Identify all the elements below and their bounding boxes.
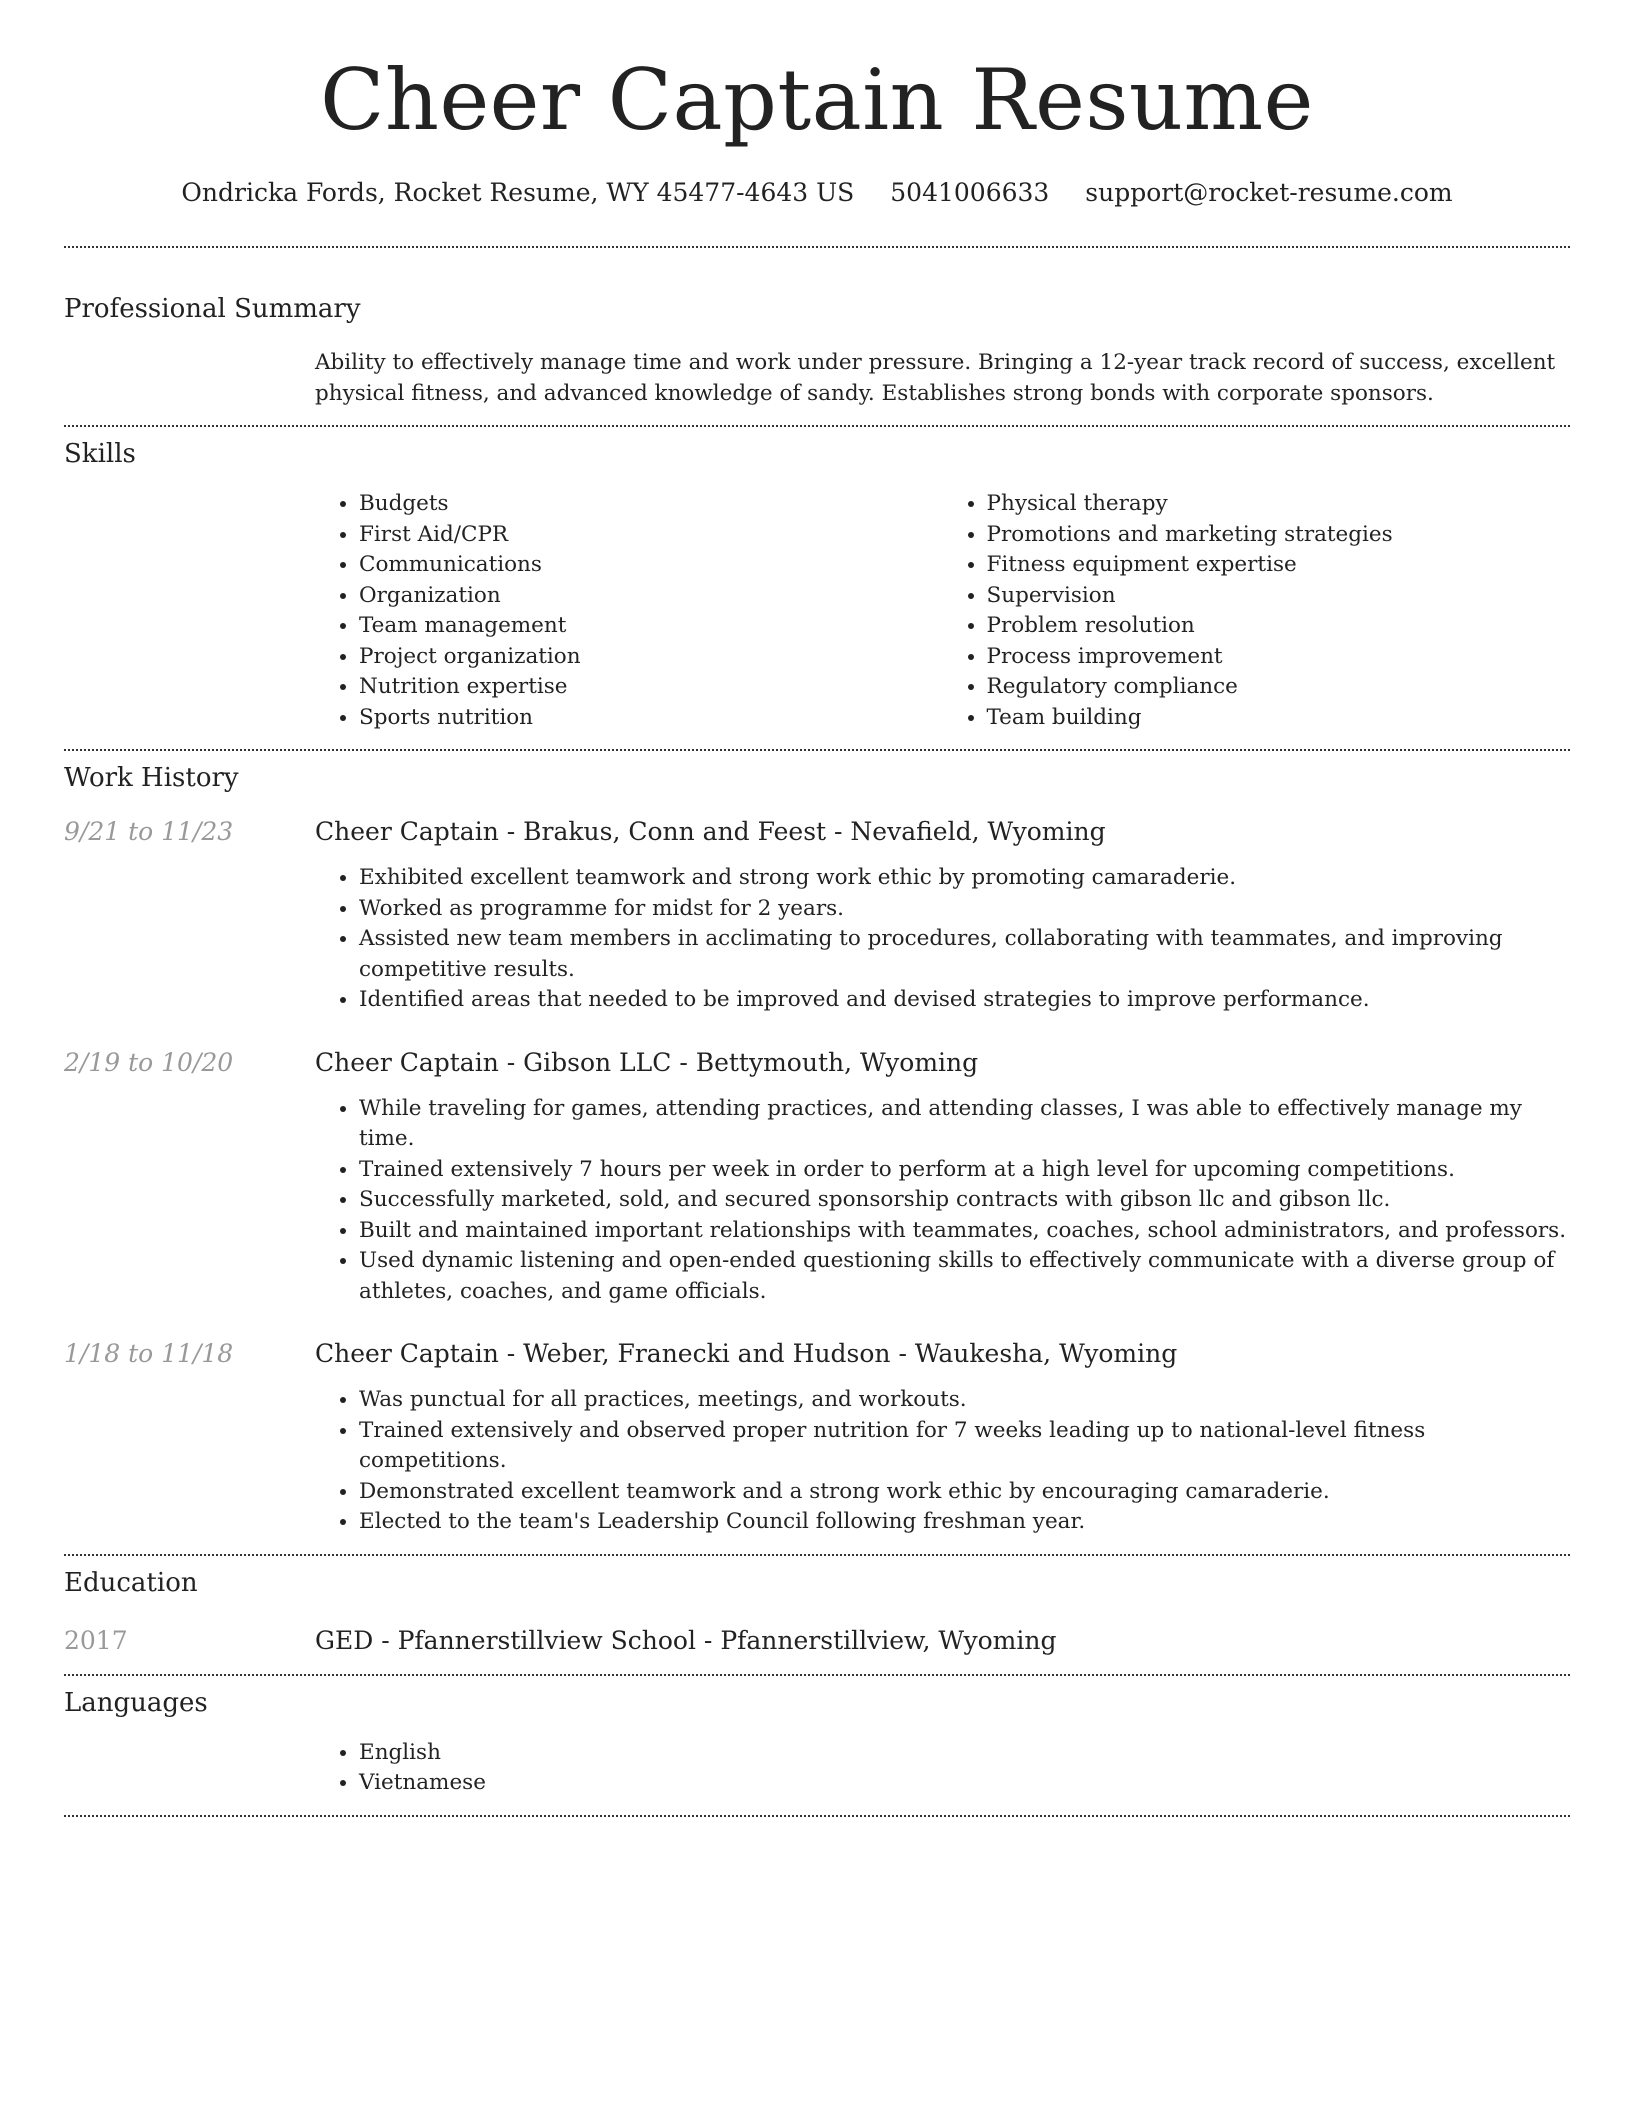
job-header [64, 1337, 1570, 1371]
job-header [64, 1046, 1570, 1080]
job-bullet: • Identified areas that needed to be improved and devised strategies to improve performance. [359, 985, 1570, 1016]
summary-text: Ability to effectively manage time and work under pressure. Bringing a 12-year track record of success, excellent physical fitness, and advanced knowledge of sandy. Establishes strong bonds with corporate sponsors. [315, 350, 1556, 406]
job-bullet: • Trained extensively 7 hours per week in order to perform at a high level for upcoming competitions. [359, 1155, 1570, 1186]
skill-item: • Sports nutrition [359, 703, 943, 734]
education-heading: Education [64, 1567, 198, 1598]
skill-item: • Fitness equipment expertise [987, 550, 1571, 581]
skill-item: • Physical therapy [987, 489, 1571, 520]
language-item: • Vietnamese [359, 1768, 1570, 1799]
job-bullet: • Assisted new team members in acclimating to procedures, collaborating with teammates, and improving competitive results. [359, 924, 1570, 985]
skill-item: • Regulatory compliance [987, 672, 1571, 703]
skill-item: • Project organization [359, 642, 943, 673]
contact-line [64, 176, 1570, 210]
skill-item: • Problem resolution [987, 611, 1571, 642]
job-bullet: • Was punctual for all practices, meetings, and workouts. [359, 1385, 1570, 1416]
skills-grid [315, 489, 1570, 733]
job-bullet: • Built and maintained important relationships with teammates, coaches, school administrators, and professors. [359, 1216, 1570, 1247]
job-entry [64, 815, 1570, 1016]
skill-item: • First Aid/CPR [359, 520, 943, 551]
resume-page [64, 0, 1570, 1817]
job-bullets [315, 1385, 1570, 1538]
skills-section [64, 427, 1570, 733]
skill-item: • Team management [359, 611, 943, 642]
job-bullet: • While traveling for games, attending practices, and attending classes, I was able to effectively manage my time. [359, 1094, 1570, 1155]
job-bullet: • Elected to the team's Leadership Council following freshman year. [359, 1507, 1570, 1538]
contact-phone: 5041006633 [890, 178, 1050, 207]
work-section [64, 751, 1570, 1538]
skill-item: • Team building [987, 703, 1571, 734]
job-dates: 1/18 to 11/18 [64, 1339, 234, 1368]
job-bullet: • Demonstrated excellent teamwork and a strong work ethic by encouraging camaraderie. [359, 1477, 1570, 1508]
language-item: • English [359, 1738, 1570, 1769]
education-degree: GED - Pfannerstillview School - Pfannerstillview, Wyoming [315, 1625, 1057, 1655]
work-heading: Work History [64, 763, 239, 793]
job-bullet: • Worked as programme for midst for 2 years. [359, 894, 1570, 925]
job-bullet: • Trained extensively and observed proper nutrition for 7 weeks leading up to national-level fitness competitions. [359, 1416, 1570, 1477]
job-title: Cheer Captain - Brakus, Conn and Feest - Nevafield, Wyoming [315, 817, 1106, 846]
skill-item: • Promotions and marketing strategies [987, 520, 1571, 551]
skill-item: • Nutrition expertise [359, 672, 943, 703]
job-bullet: • Used dynamic listening and open-ended questioning skills to effectively communicate with a diverse group of athletes, coaches, and game officials. [359, 1246, 1570, 1307]
education-entry [64, 1624, 1570, 1658]
skill-item: • Communications [359, 550, 943, 581]
skill-item: • Budgets [359, 489, 943, 520]
divider [64, 1815, 1570, 1817]
languages-heading: Languages [64, 1687, 208, 1718]
skills-heading: Skills [64, 439, 136, 469]
job-title: Cheer Captain - Gibson LLC - Bettymouth, Wyoming [315, 1047, 979, 1077]
summary-section [64, 248, 1570, 409]
job-header [64, 815, 1570, 849]
job-title: Cheer Captain - Weber, Franecki and Hudson - Waukesha, Wyoming [315, 1339, 1178, 1368]
job-bullet: • Successfully marketed, sold, and secured sponsorship contracts with gibson llc and gibson llc. [359, 1185, 1570, 1216]
skill-item: • Supervision [987, 581, 1571, 612]
job-bullets [315, 863, 1570, 1016]
education-section [64, 1556, 1570, 1658]
languages-section [64, 1676, 1570, 1799]
summary-heading: Professional Summary [64, 294, 361, 324]
job-dates: 2/19 to 10/20 [64, 1047, 234, 1077]
skills-list-left [315, 489, 943, 733]
languages-list [315, 1738, 1570, 1799]
contact-address: Ondricka Fords, Rocket Resume, WY 45477-4643 US [181, 178, 855, 207]
skill-item: • Organization [359, 581, 943, 612]
job-bullets [315, 1094, 1570, 1308]
resume-title: Cheer Captain Resume [320, 51, 1314, 149]
education-year: 2017 [64, 1625, 128, 1655]
skills-list-right [943, 489, 1571, 733]
job-dates: 9/21 to 11/23 [64, 817, 234, 846]
skill-item: • Process improvement [987, 642, 1571, 673]
job-bullet: • Exhibited excellent teamwork and strong work ethic by promoting camaraderie. [359, 863, 1570, 894]
job-entry [64, 1337, 1570, 1538]
job-entry [64, 1046, 1570, 1308]
contact-email: support@rocket-resume.com [1085, 178, 1453, 207]
